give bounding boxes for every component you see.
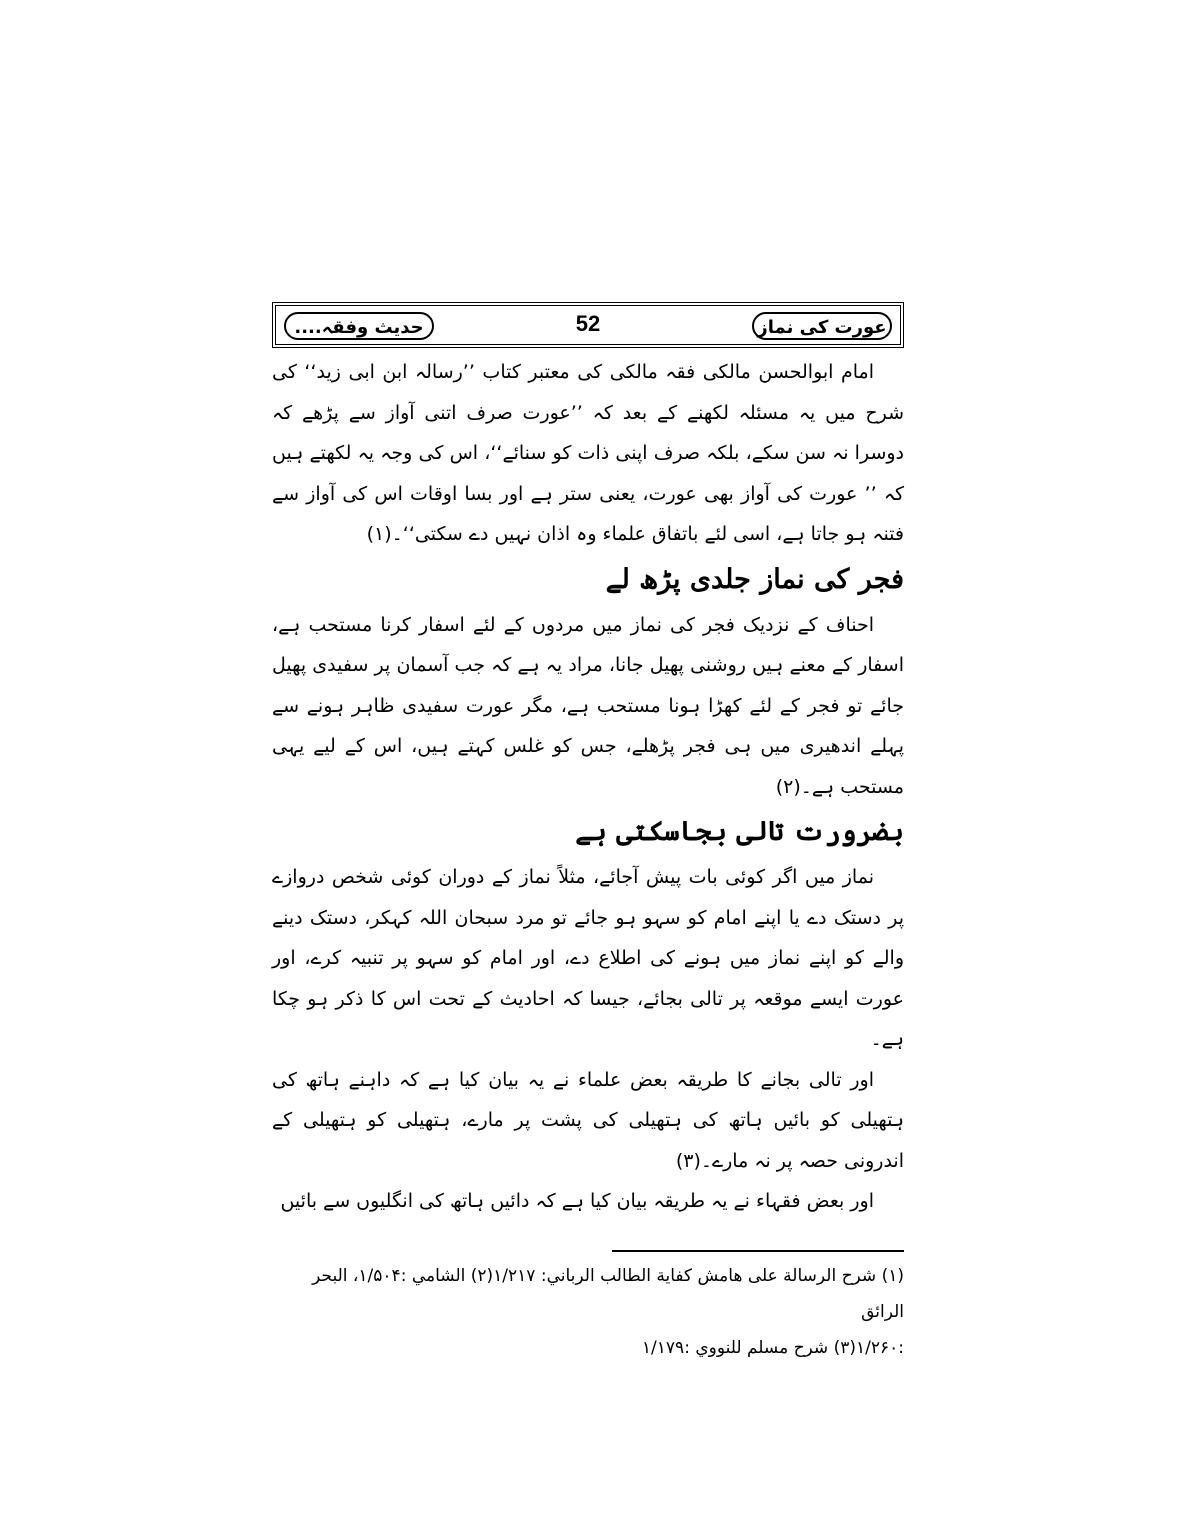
footnote-line: :۱/۲۶۰(۳) شرح مسلم للنووي :۱/۱۷۹ xyxy=(641,1338,904,1358)
book-title-badge: عورت کی نماز xyxy=(752,312,892,340)
page-header xyxy=(272,302,904,348)
paragraph-fuqaha-method: اور بعض فقہاء نے یہ طریقہ بیان کیا ہے کہ دائیں ہاتھ کی انگلیوں سے بائیں xyxy=(280,1190,874,1212)
section-heading-clapping: بضرورت تالی بجاسکتی ہے xyxy=(575,816,904,847)
paragraph-clapping: نماز میں اگر کوئی بات پیش آجائے، مثلاً نماز کے دوران کوئی شخص دروازے پر دستک دے یا اپنے امام کو سہو ہو جائے تو مرد سبحان اللہ کہکر، دستک دینے والے کو اپنے نماز میں ہونے کی اطلاع دے، اور امام کو سہو پر تنبیہ کرے، اور عورت ایسے موقعہ پر تالی بجائے، جیسا کہ احادیث کے تحت اس کا ذکر ہو چکا ہے۔ xyxy=(272,866,904,1050)
paragraph-maliki-opinion: امام ابوالحسن مالکی فقہ مالکی کی معتبر کتاب ’’رسالہ ابن ابی زید‘‘ کی شرح میں یہ مسئلہ لکھنے کے بعد کہ ’’عورت صرف اتنی آواز سے پڑھے کہ دوسرا نہ سن سکے، بلکہ صرف اپنی ذات کو سنائے‘‘، اس کی وجہ یہ لکھتے ہیں کہ ’’ عورت کی آواز بھی عورت، یعنی ستر ہے اور بسا اوقات اس کی آواز سے فتنہ ہو جاتا ہے، اسی لئے باتفاق علماء وہ اذان نہیں دے سکتی‘‘۔(۱) xyxy=(272,361,904,545)
page-number: 52 xyxy=(575,311,601,336)
footnotes xyxy=(272,1258,904,1366)
body-text xyxy=(272,352,904,1222)
paragraph-fajr: احناف کے نزدیک فجر کی نماز میں مردوں کے لئے اسفار کرنا مستحب ہے، اسفار کے معنے ہیں روشنی پھیل جانا، مراد یہ ہے کہ جب آسمان پر سفیدی پھیل جائے تو فجر کے لئے کھڑا ہونا مستحب ہے، مگر عورت سفیدی ظاہر ہونے سے پہلے اندھیری میں ہی فجر پڑھلے، جس کو غلس کہتے ہیں، اس کے لیے یہی مستحب ہے۔(۲) xyxy=(272,613,904,798)
chapter-title-badge: حدیث وفقہ.... xyxy=(284,312,434,340)
footnote-line: (۱) شرح الرسالة على هامش كفاية الطالب الرباني: ۱/۲۱۷(۲) الشامي :۱/۵۰۴، البحر الرائق xyxy=(312,1266,904,1322)
footnote-divider xyxy=(612,1250,904,1252)
paragraph-clapping-method: اور تالی بجانے کا طریقہ بعض علماء نے یہ بیان کیا ہے کہ داہنے ہاتھ کی ہتھیلی کو بائیں ہاتھ کی ہتھیلی کی پشت پر مارے، ہتھیلی کو ہتھیلی کے اندرونی حصہ پر نہ مارے۔(۳) xyxy=(272,1068,904,1172)
section-heading-fajr: فجر کی نماز جلدی پڑھ لے xyxy=(605,563,904,595)
